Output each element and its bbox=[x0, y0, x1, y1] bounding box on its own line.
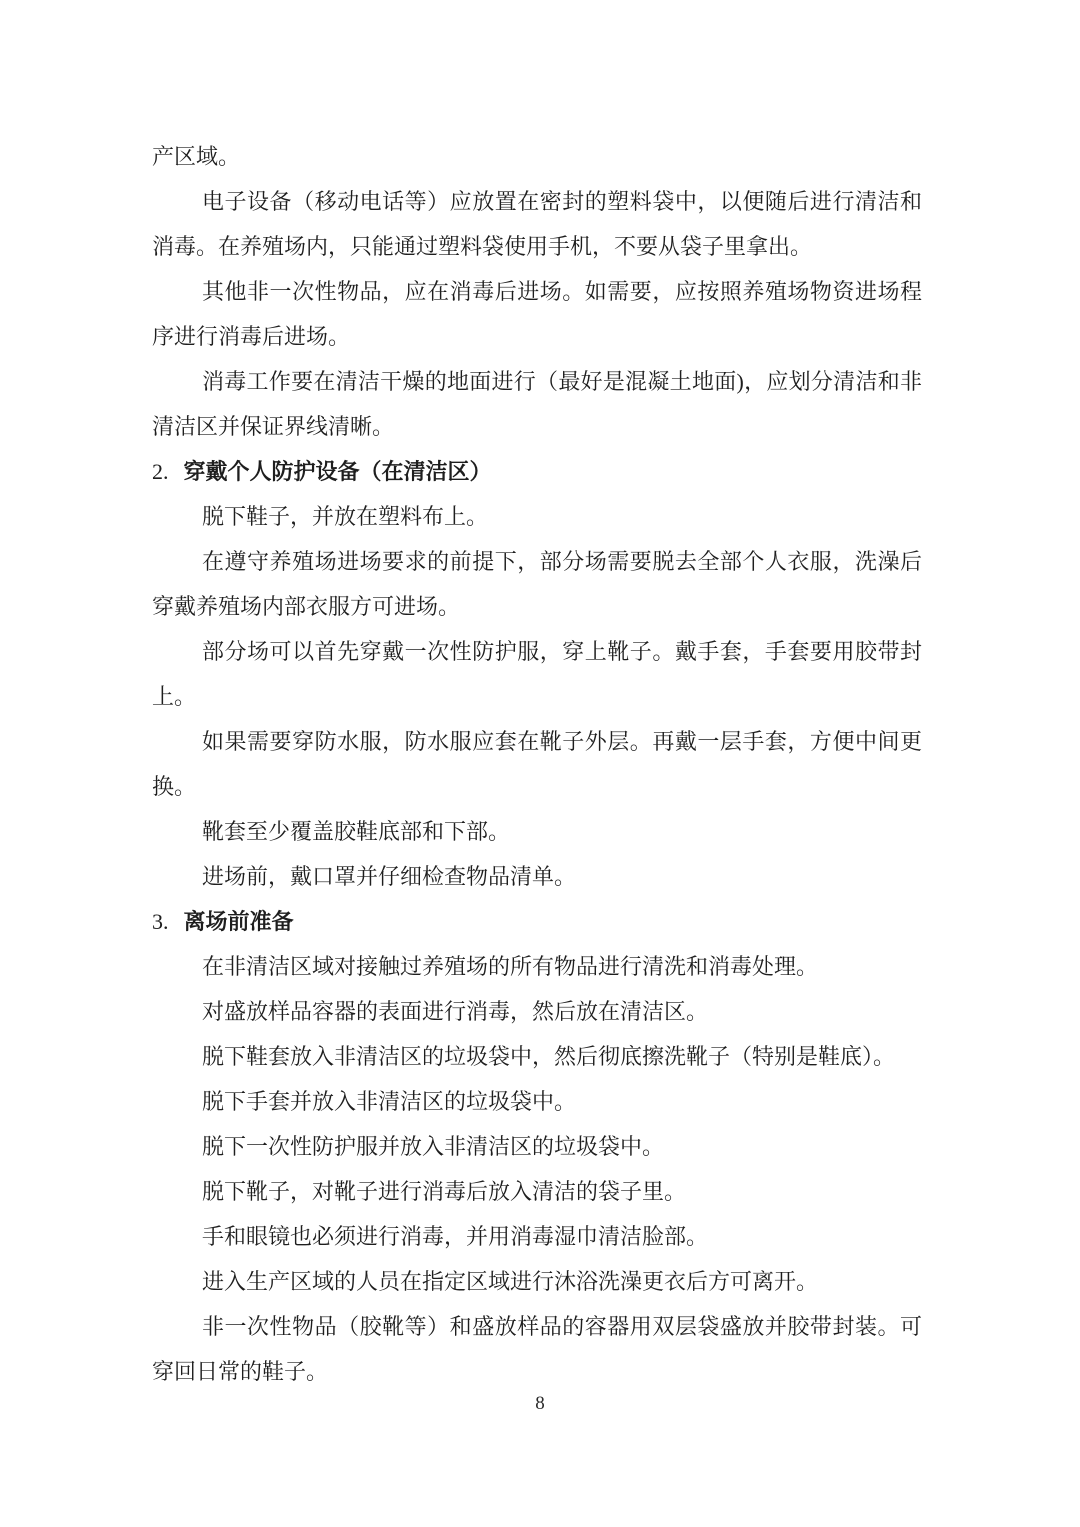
paragraph: 对盛放样品容器的表面进行消毒，然后放在清洁区。 bbox=[202, 999, 709, 1024]
document-body bbox=[152, 134, 922, 1394]
paragraph: 在非清洁区域对接触过养殖场的所有物品进行清洗和消毒处理。 bbox=[202, 954, 819, 979]
heading-title: 穿戴个人防护设备（在清洁区） bbox=[183, 459, 492, 484]
paragraph: 脱下一次性防护服并放入非清洁区的垃圾袋中。 bbox=[202, 1134, 665, 1159]
paragraph: 消毒工作要在清洁干燥的地面进行（最好是混凝土地面)，应划分清洁和非清洁区并保证界线清晰。 bbox=[152, 369, 922, 439]
paragraph: 靴套至少覆盖胶鞋底部和下部。 bbox=[202, 819, 511, 844]
paragraph: 脱下鞋子，并放在塑料布上。 bbox=[202, 504, 489, 529]
heading-number: 3. bbox=[152, 909, 169, 934]
paragraph: 进场前，戴口罩并仔细检查物品清单。 bbox=[202, 864, 577, 889]
paragraph: 部分场可以首先穿戴一次性防护服，穿上靴子。戴手套，手套要用胶带封上。 bbox=[152, 639, 922, 709]
paragraph: 在遵守养殖场进场要求的前提下，部分场需要脱去全部个人衣服，洗澡后穿戴养殖场内部衣服方可进场。 bbox=[152, 549, 922, 619]
paragraph: 手和眼镜也必须进行消毒，并用消毒湿巾清洁脸部。 bbox=[202, 1224, 709, 1249]
paragraph: 电子设备（移动电话等）应放置在密封的塑料袋中，以便随后进行清洁和消毒。在养殖场内，只能通过塑料袋使用手机，不要从袋子里拿出。 bbox=[152, 189, 922, 259]
section-heading bbox=[152, 899, 922, 944]
heading-title: 离场前准备 bbox=[183, 909, 294, 934]
page-number: 8 bbox=[535, 1393, 545, 1414]
heading-number: 2. bbox=[152, 459, 169, 484]
paragraph: 脱下靴子，对靴子进行消毒后放入清洁的袋子里。 bbox=[202, 1179, 687, 1204]
paragraph: 脱下鞋套放入非清洁区的垃圾袋中，然后彻底擦洗靴子（特别是鞋底）。 bbox=[202, 1044, 896, 1069]
section-heading bbox=[152, 449, 922, 494]
paragraph: 脱下手套并放入非清洁区的垃圾袋中。 bbox=[202, 1089, 577, 1114]
paragraph: 如果需要穿防水服，防水服应套在靴子外层。再戴一层手套，方便中间更换。 bbox=[152, 729, 922, 799]
paragraph: 产区域。 bbox=[152, 144, 241, 169]
paragraph: 进入生产区域的人员在指定区域进行沐浴洗澡更衣后方可离开。 bbox=[202, 1269, 819, 1294]
paragraph: 其他非一次性物品，应在消毒后进场。如需要，应按照养殖场物资进场程序进行消毒后进场。 bbox=[152, 279, 922, 349]
paragraph: 非一次性物品（胶靴等）和盛放样品的容器用双层袋盛放并胶带封装。可穿回日常的鞋子。 bbox=[152, 1314, 922, 1384]
